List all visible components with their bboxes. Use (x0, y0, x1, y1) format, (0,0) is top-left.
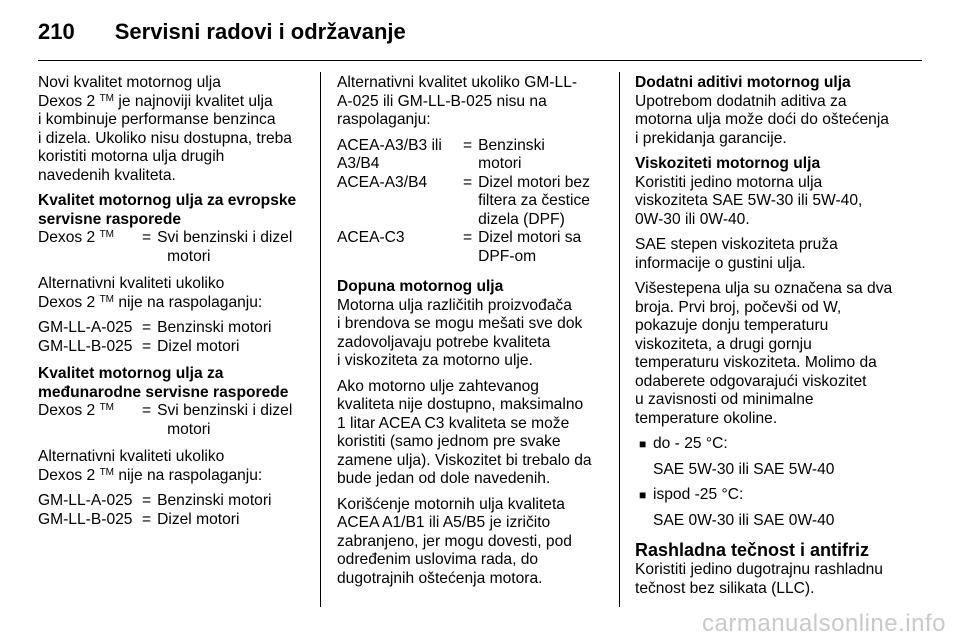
topup-paragraph-3: Korišćenje motornih ulja kvaliteta ACEA A1/B1 ili A5/B5 je izričito zabranjeno, jer mogu dovesti, pod određenim uslovima rada, do dugotrajnih oštećenja motora. (337, 495, 572, 587)
intro-paragraph: Novi kvalitet motornog ulja Dexos 2 ™ je najnoviji kvalitet ulja i kombinuje performanse benzinca i dizela. Ukoliko nisu dostupna, treba koristiti motorna ulja drugih navedenih kvaliteta. (38, 74, 292, 184)
column-divider-2 (619, 72, 620, 607)
watermark: carmanualsonline.info (702, 610, 946, 637)
intl-spec-table (38, 492, 272, 529)
acea-table (337, 137, 590, 267)
table-row: ACEA-A3/B3 ili A3/B4 = Benzinski motori (337, 136, 545, 172)
additives-heading: Dodatni aditivi motornog ulja (635, 74, 851, 91)
list-item: ■ ispod -25 °C: (639, 486, 744, 503)
page-number: 210 (38, 19, 75, 44)
list-item: ■ do - 25 °C: (639, 435, 728, 452)
topup-paragraph-2: Ako motorno ulje zahtevanog kvaliteta nije dostupno, maksimalno 1 litar ACEA C3 kvaliteta se može koristiti (samo jednom pre svake zamene ulja). Viskozitet bi trebalo da bude jedan od dole navedenih. (337, 377, 592, 487)
column-divider-1 (320, 72, 321, 607)
table-row: ACEA-A3/B4 = Dizel motori bez filtera za čestice dizela (DPF) (337, 173, 590, 228)
table-row: GM-LL-A-025 = Benzinski motori (38, 492, 272, 509)
table-row: GM-LL-A-025 = Benzinski motori (38, 319, 272, 336)
table-row: Dexos 2 ™ = Svi benzinski i dizel motori (38, 229, 293, 265)
header-rule (38, 60, 922, 61)
alt-quality-paragraph: Alternativni kvalitet ukoliko GM-LL- A-025 ili GM-LL-B-025 nisu na raspolaganju: (337, 74, 578, 128)
coolant-paragraph: Koristiti jedino dugotrajnu rashladnu tečnost bez silikata (LLC). (635, 561, 883, 597)
viscosity-heading: Viskoziteti motornog ulja (635, 155, 821, 172)
additives-paragraph: Upotrebom dodatnih aditiva za motorna ulja može doći do oštećenja i prekidanja garancije. (635, 92, 889, 147)
eu-alt-paragraph: Alternativni kvaliteti ukoliko Dexos 2 ™ nije na raspolaganju: (38, 275, 263, 311)
bullet-value: SAE 0W-30 ili SAE 0W-40 (653, 511, 835, 529)
page-header (38, 14, 406, 50)
viscosity-paragraph-3: Višestepena ulja su označena sa dva broja. Prvi broj, počevši od W, pokazuje donju temperaturu viskoziteta, a drugi gornju temperaturu viskoziteta. Molimo da odaberete odgovarajući viskozitet u zavisnosti od minimalne temperature okoline. (635, 280, 893, 427)
eu-spec-table (38, 319, 272, 356)
square-bullet-icon: ■ (639, 488, 647, 502)
column-3 (635, 74, 907, 605)
bullet-value: SAE 5W-30 ili SAE 5W-40 (653, 460, 835, 478)
eu-heading: Kvalitet motornog ulja za evropske servisne rasporede (38, 192, 297, 228)
topup-heading: Dopuna motornog ulja (337, 278, 504, 295)
viscosity-paragraph-2: SAE stepen viskoziteta pruža informacije o gustini ulja. (635, 236, 838, 272)
intl-dexos-table (38, 402, 292, 439)
square-bullet-icon: ■ (639, 437, 647, 451)
topup-paragraph-1: Motorna ulja različitih proizvođača i brendova se mogu mešati sve dok zadovoljavaju potrebe kvaliteta i viskoziteta za motorno ulje. (337, 296, 583, 369)
eu-dexos-table (38, 229, 292, 266)
table-row: GM-LL-B-025 = Dizel motori (38, 337, 240, 355)
page-title: Servisni radovi i održavanje (114, 19, 406, 44)
intl-alt-paragraph: Alternativni kvaliteti ukoliko Dexos 2 ™ nije na raspolaganju: (38, 448, 263, 484)
intl-heading: Kvalitet motornog ulja za međunarodne servisne rasporede (38, 365, 289, 401)
column-2 (337, 74, 607, 595)
table-row: ACEA-C3 = Dizel motori sa DPF-om (337, 229, 582, 265)
table-row: Dexos 2 ™ = Svi benzinski i dizel motori (38, 402, 293, 438)
column-1 (38, 74, 306, 538)
coolant-heading: Rashladna tečnost i antifriz (635, 540, 870, 560)
viscosity-paragraph-1: Koristiti jedino motorna ulja viskoziteta SAE 5W-30 ili 5W-40, 0W-30 ili 0W-40. (635, 173, 863, 228)
table-row: GM-LL-B-025 = Dizel motori (38, 510, 240, 528)
